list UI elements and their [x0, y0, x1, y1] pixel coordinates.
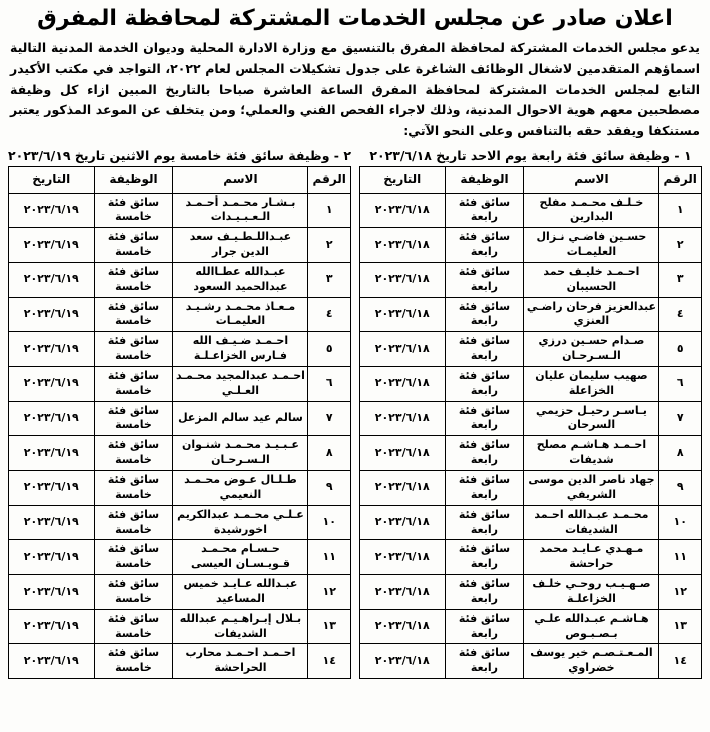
- cell-name: صـهـيـب روحـي خلـف الخزاعلـة: [524, 575, 659, 610]
- cell-number: ١٤: [659, 644, 702, 679]
- cell-name: مـعـاذ محـمـد رشـيـد العليمـات: [173, 297, 308, 332]
- table-row: [9, 505, 351, 540]
- cell-job: سائق فئة رابعة: [445, 644, 524, 679]
- intro-paragraph: [10, 38, 700, 141]
- cell-date: ٢٠٢٣/٦/١٨: [360, 575, 446, 610]
- table-row: [360, 505, 702, 540]
- table-row: [360, 644, 702, 679]
- table-row: [9, 228, 351, 263]
- cell-date: ٢٠٢٣/٦/١٩: [9, 366, 95, 401]
- cell-number: ٦: [659, 366, 702, 401]
- cell-date: ٢٠٢٣/٦/١٩: [9, 644, 95, 679]
- table-2: [8, 166, 351, 680]
- cell-name: حسـين فاضـي نـزال العليمـات: [524, 228, 659, 263]
- th-date: التاريخ: [9, 166, 95, 193]
- table-row: [9, 575, 351, 610]
- cell-date: ٢٠٢٣/٦/١٨: [360, 644, 446, 679]
- cell-number: ١٢: [308, 575, 351, 610]
- cell-name: صـدام حسـين درزي الـسـرحـان: [524, 332, 659, 367]
- cell-job: سائق فئة خامسة: [94, 644, 173, 679]
- cell-date: ٢٠٢٣/٦/١٩: [9, 262, 95, 297]
- cell-job: سائق فئة رابعة: [445, 228, 524, 263]
- table-row: [360, 471, 702, 506]
- table-row: [360, 436, 702, 471]
- cell-name: سالم عيد سالم المزعل: [173, 401, 308, 436]
- cell-number: ٧: [308, 401, 351, 436]
- cell-job: سائق فئة رابعة: [445, 332, 524, 367]
- cell-number: ١٤: [308, 644, 351, 679]
- cell-date: ٢٠٢٣/٦/١٨: [360, 228, 446, 263]
- table-row: [9, 332, 351, 367]
- cell-date: ٢٠٢٣/٦/١٨: [360, 262, 446, 297]
- cell-date: ٢٠٢٣/٦/١٨: [360, 332, 446, 367]
- cell-job: سائق فئة خامسة: [94, 262, 173, 297]
- cell-number: ١٣: [659, 609, 702, 644]
- cell-date: ٢٠٢٣/٦/١٨: [360, 471, 446, 506]
- table-row: [360, 193, 702, 228]
- table-row: [9, 297, 351, 332]
- cell-name: هـاشـم عبـدالله علـي بـصـبـوص: [524, 609, 659, 644]
- cell-number: ٨: [659, 436, 702, 471]
- cell-date: ٢٠٢٣/٦/١٩: [9, 505, 95, 540]
- table-row: [9, 471, 351, 506]
- cell-name: احـمـد عبدالمجيد محـمـد العـلـي: [173, 366, 308, 401]
- cell-name: صهيب سليمان عليان الخزاعلة: [524, 366, 659, 401]
- cell-number: ٥: [308, 332, 351, 367]
- cell-number: ٣: [308, 262, 351, 297]
- table-row: [9, 401, 351, 436]
- th-date: التاريخ: [360, 166, 446, 193]
- cell-job: سائق فئة خامسة: [94, 609, 173, 644]
- cell-job: سائق فئة رابعة: [445, 436, 524, 471]
- cell-name: عبـداللـطـيـف سعد الدين جرار: [173, 228, 308, 263]
- cell-name: يـاسـر رحيـل حزيمي السرحان: [524, 401, 659, 436]
- table-block-1: [359, 148, 702, 680]
- table-row: [360, 575, 702, 610]
- cell-name: عـلـي محـمـد عبدالكريم اخورشيدة: [173, 505, 308, 540]
- cell-date: ٢٠٢٣/٦/١٩: [9, 332, 95, 367]
- cell-job: سائق فئة خامسة: [94, 505, 173, 540]
- table-row: [360, 297, 702, 332]
- th-number: الرقم: [659, 166, 702, 193]
- cell-date: ٢٠٢٣/٦/١٨: [360, 540, 446, 575]
- cell-number: ١٢: [659, 575, 702, 610]
- table-row: [9, 436, 351, 471]
- cell-number: ٩: [308, 471, 351, 506]
- cell-number: ٢: [659, 228, 702, 263]
- cell-number: ٣: [659, 262, 702, 297]
- table-row: [9, 193, 351, 228]
- cell-name: عبـدالله عـايـد خميس المساعيد: [173, 575, 308, 610]
- cell-date: ٢٠٢٣/٦/١٨: [360, 436, 446, 471]
- cell-number: ١١: [659, 540, 702, 575]
- cell-date: ٢٠٢٣/٦/١٨: [360, 505, 446, 540]
- cell-job: سائق فئة رابعة: [445, 366, 524, 401]
- cell-job: سائق فئة خامسة: [94, 193, 173, 228]
- cell-date: ٢٠٢٣/٦/١٩: [9, 401, 95, 436]
- cell-job: سائق فئة خامسة: [94, 471, 173, 506]
- cell-number: ٢: [308, 228, 351, 263]
- cell-name: احـمـد ضـيـف الله فـارس الخزاعـلـة: [173, 332, 308, 367]
- cell-number: ٧: [659, 401, 702, 436]
- cell-job: سائق فئة رابعة: [445, 193, 524, 228]
- cell-name: عبدالعزيز فرحان راضـي العنزي: [524, 297, 659, 332]
- cell-number: ٦: [308, 366, 351, 401]
- cell-name: المـعـتـصـم خير يوسف خضراوي: [524, 644, 659, 679]
- page-title: اعلان صادر عن مجلس الخدمات المشتركة لمحافظة المفرق: [37, 6, 673, 31]
- cell-number: ٨: [308, 436, 351, 471]
- cell-name: احـمـد هـاشـم مصلح شديفات: [524, 436, 659, 471]
- table-row: [360, 332, 702, 367]
- th-number: الرقم: [308, 166, 351, 193]
- cell-job: سائق فئة رابعة: [445, 401, 524, 436]
- th-name: الاسم: [173, 166, 308, 193]
- cell-job: سائق فئة خامسة: [94, 228, 173, 263]
- cell-number: ٤: [308, 297, 351, 332]
- cell-name: عبـدالله عطـاالله عبدالحميد السعود: [173, 262, 308, 297]
- table-row: [360, 228, 702, 263]
- cell-date: ٢٠٢٣/٦/١٩: [9, 609, 95, 644]
- cell-number: ١: [659, 193, 702, 228]
- cell-name: احـمـد خليـف حمد الحسيبان: [524, 262, 659, 297]
- cell-name: طـلـال عـوض محـمـد النعيمي: [173, 471, 308, 506]
- intro-text: يدعو مجلس الخدمات المشتركة لمحافظة المفرق بالتنسيق مع وزارة الادارة المحلية وديوان الخدمة المدنية التالية اسماؤهم المتقدمين لاشغال الوظائف الشاغرة على جدول تشكيلات المجلس لعام ٢٠٢٢، التواجد في مكتب الأكيدر التابع لمجلس الخدمات المشتركة لمحافظة المفرق الساعة العاشرة صباحا بالتاريخ المبين ازاء كل وظيفة مصطحبين معهم هوية الاحوال المدنية، وذلك لاجراء الفحص الفني والعملي؛ ومن يتخلف عن الموعد المذكور يعتبر مستنكفا ويفقد حقه بالتنافس وعلى النحو الآتي:: [10, 40, 700, 138]
- cell-name: جهاد ناصر الدين موسى الشريفي: [524, 471, 659, 506]
- tables-container: [8, 148, 702, 680]
- cell-date: ٢٠٢٣/٦/١٩: [9, 228, 95, 263]
- cell-job: سائق فئة خامسة: [94, 575, 173, 610]
- title-section: [0, 0, 710, 34]
- table-row: [9, 540, 351, 575]
- cell-date: ٢٠٢٣/٦/١٨: [360, 366, 446, 401]
- table-row: [9, 366, 351, 401]
- cell-name: بـلال إبـراهـيـم عبدالله الشديفات: [173, 609, 308, 644]
- table-row: [360, 609, 702, 644]
- cell-job: سائق فئة رابعة: [445, 540, 524, 575]
- th-job: الوظيفة: [445, 166, 524, 193]
- cell-number: ١: [308, 193, 351, 228]
- cell-number: ١١: [308, 540, 351, 575]
- cell-job: سائق فئة خامسة: [94, 332, 173, 367]
- cell-name: حـسـام محـمـد قـويـسـان العيسى: [173, 540, 308, 575]
- table-2-header-row: [9, 166, 351, 193]
- cell-number: ٥: [659, 332, 702, 367]
- cell-number: ١٠: [659, 505, 702, 540]
- table-row: [9, 262, 351, 297]
- cell-number: ٤: [659, 297, 702, 332]
- cell-name: بـشـار محـمـد أحـمـد الـعـبـيـدات: [173, 193, 308, 228]
- cell-name: خـلـف محـمـد مفلح البدارين: [524, 193, 659, 228]
- cell-date: ٢٠٢٣/٦/١٨: [360, 401, 446, 436]
- cell-number: ٩: [659, 471, 702, 506]
- cell-job: سائق فئة خامسة: [94, 436, 173, 471]
- cell-job: سائق فئة خامسة: [94, 366, 173, 401]
- cell-date: ٢٠٢٣/٦/١٩: [9, 193, 95, 228]
- cell-date: ٢٠٢٣/٦/١٨: [360, 297, 446, 332]
- cell-job: سائق فئة رابعة: [445, 505, 524, 540]
- cell-name: مـهـدي عـايـد محمد حراحشة: [524, 540, 659, 575]
- cell-name: محـمـد عبـدالله احـمد الشديفات: [524, 505, 659, 540]
- table-row: [360, 366, 702, 401]
- table-1-header-row: [360, 166, 702, 193]
- table-1: [359, 166, 702, 680]
- table-row: [360, 262, 702, 297]
- cell-date: ٢٠٢٣/٦/١٩: [9, 436, 95, 471]
- table-row: [360, 401, 702, 436]
- cell-date: ٢٠٢٣/٦/١٩: [9, 575, 95, 610]
- table-row: [9, 609, 351, 644]
- cell-date: ٢٠٢٣/٦/١٩: [9, 297, 95, 332]
- cell-date: ٢٠٢٣/٦/١٨: [360, 609, 446, 644]
- cell-date: ٢٠٢٣/٦/١٨: [360, 193, 446, 228]
- cell-number: ١٠: [308, 505, 351, 540]
- cell-job: سائق فئة رابعة: [445, 575, 524, 610]
- table-row: [9, 644, 351, 679]
- cell-job: سائق فئة خامسة: [94, 297, 173, 332]
- cell-date: ٢٠٢٣/٦/١٩: [9, 540, 95, 575]
- cell-job: سائق فئة رابعة: [445, 297, 524, 332]
- th-job: الوظيفة: [94, 166, 173, 193]
- th-name: الاسم: [524, 166, 659, 193]
- cell-job: سائق فئة رابعة: [445, 471, 524, 506]
- cell-job: سائق فئة رابعة: [445, 609, 524, 644]
- cell-date: ٢٠٢٣/٦/١٩: [9, 471, 95, 506]
- cell-name: عـبـيـد محـمـد شنـوان الـسـرحـان: [173, 436, 308, 471]
- cell-job: سائق فئة خامسة: [94, 401, 173, 436]
- table-1-heading: ١ - وظيفة سائق فئة رابعة يوم الاحد تاريخ ٢٠٢٣/٦/١٨: [369, 147, 692, 163]
- table-block-2: [8, 148, 351, 680]
- cell-job: سائق فئة خامسة: [94, 540, 173, 575]
- table-row: [360, 540, 702, 575]
- cell-number: ١٣: [308, 609, 351, 644]
- cell-name: احـمـد احـمـد محارب الحراحشة: [173, 644, 308, 679]
- table-2-heading: ٢ - وظيفة سائق فئة خامسة يوم الاثنين تاريخ ٢٠٢٣/٦/١٩: [7, 147, 351, 163]
- cell-job: سائق فئة رابعة: [445, 262, 524, 297]
